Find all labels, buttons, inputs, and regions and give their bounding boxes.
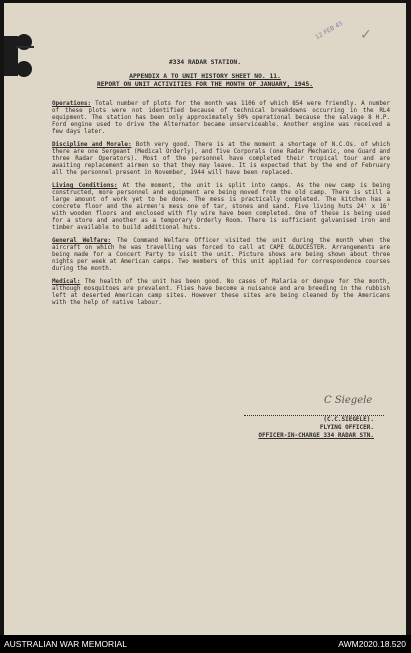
report-body bbox=[52, 101, 390, 313]
section-text: The health of the unit has been good. No cases of Malaria or dengue for the month, although mosquitoes are prevalent. Flies have become a nuisance and are breeding in the rubbish left at deserted American camp sites. However these sites are being cleaned by the Americans with the help of native labour. bbox=[52, 279, 390, 306]
section-discipline bbox=[52, 142, 390, 177]
signatory-rank: FLYING OFFICER. bbox=[319, 424, 374, 431]
signature-block bbox=[214, 395, 394, 440]
section-heading: Operations: bbox=[52, 101, 92, 107]
accession-number: AWM2020.18.520 bbox=[338, 639, 406, 649]
signatory-name: (C.C.SIEGELE). bbox=[323, 416, 374, 423]
section-text: Total number of plots for the month was 1106 of which 854 were friendly. A number of these plots were not identified because of technical breakdowns occurring in the RL4 equipment. The station has been only approximately 50% operational because the salvage 8 H.P. Ford engine used to drive the Alternator became unserviceable. Another engine was received a few days later. bbox=[52, 101, 390, 135]
section-welfare bbox=[52, 238, 390, 273]
document-page bbox=[4, 3, 406, 635]
institution-label: AUSTRALIAN WAR MEMORIAL bbox=[4, 639, 127, 649]
appendix-title: APPENDIX A TO UNIT HISTORY SHEET NO. 11. bbox=[129, 73, 281, 80]
section-heading: Discipline and Morale: bbox=[52, 142, 132, 148]
section-medical bbox=[52, 279, 390, 307]
section-heading: Medical: bbox=[52, 279, 81, 285]
report-title: REPORT ON UNIT ACTIVITIES FOR THE MONTH OF JANUARY, 1945. bbox=[96, 81, 314, 88]
signatory-title: OFFICER-IN-CHARGE 334 RADAR STN. bbox=[258, 432, 374, 439]
section-living-conditions bbox=[52, 183, 390, 232]
station-title: #334 RADAR STATION. bbox=[168, 59, 242, 66]
handwritten-signature: C Siegele bbox=[324, 395, 373, 406]
section-text: At the moment, the unit is split into camps. As the new camp is being constructed, more personnel and equipment are being moved from the old camp. There is still a large amount of work yet to be done. The mess is practically completed. The kitchen has a concrete floor and the airmen's mess one of tar, stones and sand. Five living huts 24' x 16' with wooden floors and enclosed with fly wire have been completed. One of these is being used for a store and another as a temporary Orderly Room. There is sufficient galvanised iron and timber available to build additional huts. bbox=[52, 183, 390, 231]
section-text: Both very good. There is at the moment a shortage of N.C.Os. of which there are one Sergeant (Medical Orderly), and five Corporals (one Radar Mechanic, one Guard and three Radar Operators). Most of the personnel have completed their tropical tour and are awaiting replacement airmen so that they may leave. It is expected that by the end of February all the personnel present in November, 1944 will have been replaced. bbox=[52, 142, 390, 176]
archive-footer bbox=[0, 635, 411, 653]
handwritten-mark: ✓ bbox=[360, 27, 372, 43]
received-stamp: 12 FEB 45 bbox=[314, 19, 345, 42]
section-heading: General Welfare: bbox=[52, 238, 112, 244]
binder-clip bbox=[16, 46, 34, 48]
section-text: The Command Welfare Officer visited the unit during the month when the aircraft on which he was travelling was forced to call at CAPE GLOUCESTER. Arrangements are being made for a Concert Party to visit the unit. Picture shows are being shown about three nights per week at American camps. Two members of this unit applied for correspondence courses during the month. bbox=[52, 238, 390, 272]
section-heading: Living Conditions: bbox=[52, 183, 118, 189]
section-operations bbox=[52, 101, 390, 136]
